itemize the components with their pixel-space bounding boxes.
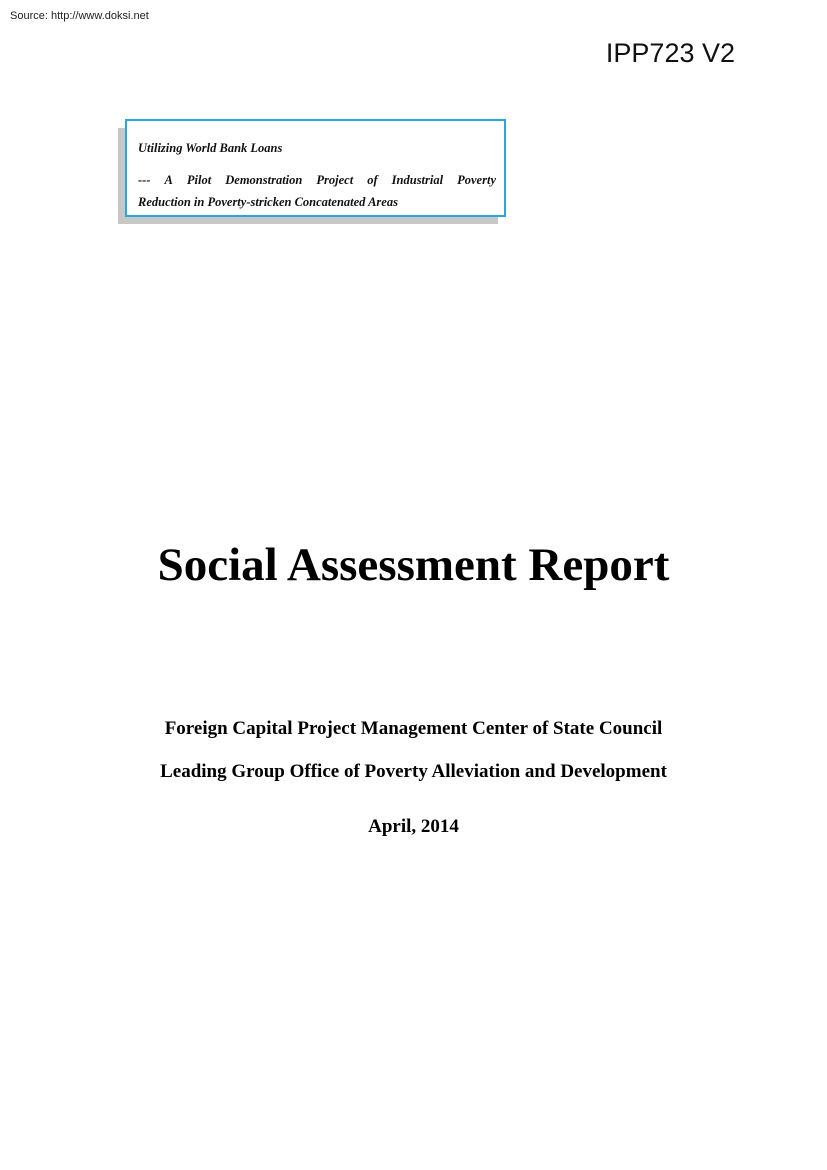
organization-line-2: Leading Group Office of Poverty Alleviation and Development (160, 761, 667, 782)
project-box-line-1: Utilizing World Bank Loans (138, 141, 283, 155)
project-box-line-2-word: Industrial (391, 173, 444, 187)
project-box-line-2-word: Pilot (186, 173, 212, 187)
project-box-line-2-word: --- (138, 173, 151, 187)
report-title: Social Assessment Report (157, 539, 670, 591)
project-box (125, 119, 506, 217)
project-box-line-2-word: Demonstration (225, 173, 303, 187)
document-id: IPP723 V2 (605, 38, 735, 68)
organization-line-1: Foreign Capital Project Management Center of State Council (164, 718, 663, 739)
project-box-line-2 (138, 173, 496, 188)
project-box-line-2-word: A (164, 173, 173, 187)
project-box-line-2-word: Poverty (457, 173, 496, 187)
project-box-line-2-word: of (367, 173, 378, 187)
project-box-line-3: Reduction in Poverty-stricken Concatenated Areas (138, 195, 398, 209)
project-box-line-2-word: Project (316, 173, 354, 187)
source-url: Source: http://www.doksi.net (10, 10, 149, 22)
report-date: April, 2014 (368, 816, 459, 837)
